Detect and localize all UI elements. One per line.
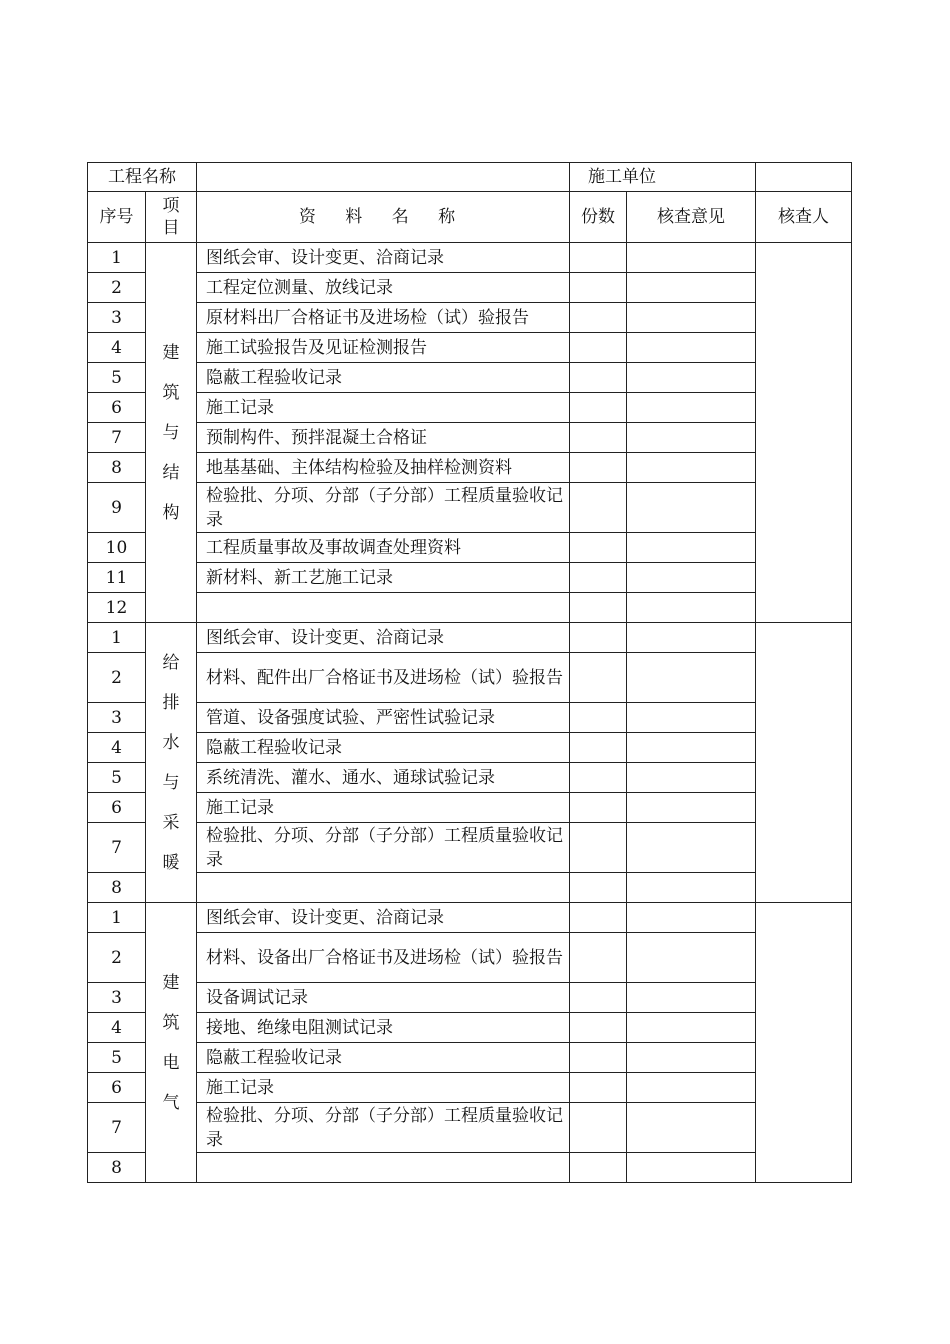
review-opinion-cell[interactable] — [627, 823, 756, 873]
review-opinion-cell[interactable] — [627, 483, 756, 533]
section-title-char: 水 — [162, 732, 180, 753]
section-title-char: 排 — [162, 692, 180, 713]
copies-cell[interactable] — [570, 933, 627, 983]
document-name: 施工试验报告及见证检测报告 — [197, 333, 570, 363]
reviewer-cell[interactable] — [756, 903, 852, 1183]
row-number: 2 — [88, 653, 146, 703]
row-number: 4 — [88, 333, 146, 363]
row-number: 7 — [88, 423, 146, 453]
project-info-row — [88, 163, 852, 192]
review-opinion-cell[interactable] — [627, 623, 756, 653]
document-name: 图纸会审、设计变更、洽商记录 — [197, 243, 570, 273]
row-number: 6 — [88, 393, 146, 423]
review-opinion-cell[interactable] — [627, 593, 756, 623]
section-title-1 — [146, 243, 197, 623]
table-row — [88, 763, 852, 793]
copies-cell[interactable] — [570, 273, 627, 303]
table-row — [88, 1043, 852, 1073]
copies-cell[interactable] — [570, 903, 627, 933]
table-row — [88, 793, 852, 823]
table-row — [88, 563, 852, 593]
document-name: 新材料、新工艺施工记录 — [197, 563, 570, 593]
section-title-char: 给 — [162, 652, 180, 673]
review-opinion-cell[interactable] — [627, 703, 756, 733]
copies-cell[interactable] — [570, 653, 627, 703]
table-row — [88, 393, 852, 423]
table-row — [88, 1013, 852, 1043]
table-row — [88, 903, 852, 933]
row-number: 8 — [88, 453, 146, 483]
copies-cell[interactable] — [570, 303, 627, 333]
document-name — [197, 593, 570, 623]
document-name: 检验批、分项、分部（子分部）工程质量验收记录 — [197, 1103, 570, 1153]
project-name-field[interactable] — [197, 163, 570, 192]
row-number: 2 — [88, 273, 146, 303]
review-opinion-cell[interactable] — [627, 983, 756, 1013]
document-name: 材料、配件出厂合格证书及进场检（试）验报告 — [197, 653, 570, 703]
review-opinion-cell[interactable] — [627, 1013, 756, 1043]
copies-cell[interactable] — [570, 623, 627, 653]
review-opinion-cell[interactable] — [627, 933, 756, 983]
copies-cell[interactable] — [570, 363, 627, 393]
copies-cell[interactable] — [570, 1043, 627, 1073]
row-number: 4 — [88, 1013, 146, 1043]
review-opinion-cell[interactable] — [627, 1103, 756, 1153]
document-name: 隐蔽工程验收记录 — [197, 363, 570, 393]
table-row — [88, 1073, 852, 1103]
review-opinion-cell[interactable] — [627, 333, 756, 363]
table-row — [88, 483, 852, 533]
review-opinion-cell[interactable] — [627, 873, 756, 903]
review-opinion-cell[interactable] — [627, 393, 756, 423]
table-row — [88, 303, 852, 333]
review-opinion-cell[interactable] — [627, 563, 756, 593]
doc-name-header-text: 资 料 名 称 — [298, 207, 468, 227]
document-name: 施工记录 — [197, 393, 570, 423]
document-name: 施工记录 — [197, 793, 570, 823]
section-title-2 — [146, 623, 197, 903]
review-opinion-cell[interactable] — [627, 763, 756, 793]
section-title-char: 与 — [162, 772, 180, 793]
section-title-char: 结 — [162, 462, 180, 483]
table-row — [88, 733, 852, 763]
table-row — [88, 423, 852, 453]
column-header-row — [88, 192, 852, 243]
table-row — [88, 623, 852, 653]
row-number: 8 — [88, 873, 146, 903]
section-title-char: 筑 — [162, 382, 180, 403]
copies-cell[interactable] — [570, 563, 627, 593]
row-number: 11 — [88, 563, 146, 593]
document-name: 材料、设备出厂合格证书及进场检（试）验报告 — [197, 933, 570, 983]
seq-header: 序号 — [88, 192, 146, 243]
reviewer-cell[interactable] — [756, 623, 852, 903]
document-name: 管道、设备强度试验、严密性试验记录 — [197, 703, 570, 733]
row-number: 8 — [88, 1153, 146, 1183]
table-row — [88, 823, 852, 873]
document-name — [197, 873, 570, 903]
copies-cell[interactable] — [570, 1073, 627, 1103]
project-name-label: 工程名称 — [88, 163, 197, 192]
document-check-table — [87, 162, 852, 1183]
table-row — [88, 933, 852, 983]
document-name: 图纸会审、设计变更、洽商记录 — [197, 623, 570, 653]
section-title-char: 暖 — [162, 852, 180, 873]
copies-cell[interactable] — [570, 703, 627, 733]
row-number: 6 — [88, 1073, 146, 1103]
item-header: 项 目 — [146, 192, 197, 243]
table-row — [88, 363, 852, 393]
section-title-char: 建 — [162, 972, 180, 993]
review-opinion-cell[interactable] — [627, 903, 756, 933]
row-number: 1 — [88, 623, 146, 653]
reviewer-cell[interactable] — [756, 243, 852, 623]
table-row — [88, 1103, 852, 1153]
table-row — [88, 333, 852, 363]
section-title-char: 筑 — [162, 1012, 180, 1033]
table-row — [88, 653, 852, 703]
copies-cell[interactable] — [570, 793, 627, 823]
review-opinion-cell[interactable] — [627, 273, 756, 303]
section-title-char: 建 — [162, 342, 180, 363]
table-row — [88, 243, 852, 273]
review-opinion-cell[interactable] — [627, 1073, 756, 1103]
review-opinion-cell[interactable] — [627, 243, 756, 273]
table-row — [88, 873, 852, 903]
copies-cell[interactable] — [570, 423, 627, 453]
review-opinion-cell[interactable] — [627, 793, 756, 823]
copies-header: 份数 — [570, 192, 627, 243]
section-title-char: 气 — [162, 1092, 180, 1113]
copies-cell[interactable] — [570, 823, 627, 873]
document-name: 隐蔽工程验收记录 — [197, 733, 570, 763]
section-title-3 — [146, 903, 197, 1183]
review-opinion-header: 核查意见 — [627, 192, 756, 243]
document-name: 图纸会审、设计变更、洽商记录 — [197, 903, 570, 933]
document-name: 原材料出厂合格证书及进场检（试）验报告 — [197, 303, 570, 333]
row-number: 5 — [88, 763, 146, 793]
row-number: 1 — [88, 243, 146, 273]
row-number: 10 — [88, 533, 146, 563]
copies-cell[interactable] — [570, 763, 627, 793]
copies-cell[interactable] — [570, 1103, 627, 1153]
review-opinion-cell[interactable] — [627, 533, 756, 563]
copies-cell[interactable] — [570, 873, 627, 903]
row-number: 9 — [88, 483, 146, 533]
review-opinion-cell[interactable] — [627, 653, 756, 703]
copies-cell[interactable] — [570, 333, 627, 363]
copies-cell[interactable] — [570, 453, 627, 483]
review-opinion-cell[interactable] — [627, 453, 756, 483]
section-title-char: 采 — [162, 812, 180, 833]
table-row — [88, 533, 852, 563]
section-title-char: 构 — [162, 502, 180, 523]
document-name: 预制构件、预拌混凝土合格证 — [197, 423, 570, 453]
reviewer-header: 核查人 — [756, 192, 852, 243]
review-opinion-cell[interactable] — [627, 1153, 756, 1183]
row-number: 1 — [88, 903, 146, 933]
document-name: 接地、绝缘电阻测试记录 — [197, 1013, 570, 1043]
copies-cell[interactable] — [570, 1013, 627, 1043]
review-opinion-cell[interactable] — [627, 423, 756, 453]
table-row — [88, 593, 852, 623]
construction-unit-field[interactable] — [756, 163, 852, 192]
review-opinion-cell[interactable] — [627, 1043, 756, 1073]
row-number: 2 — [88, 933, 146, 983]
section-title-char: 与 — [162, 422, 180, 443]
document-name: 地基基础、主体结构检验及抽样检测资料 — [197, 453, 570, 483]
review-opinion-cell[interactable] — [627, 363, 756, 393]
row-number: 12 — [88, 593, 146, 623]
row-number: 3 — [88, 983, 146, 1013]
table-row — [88, 1153, 852, 1183]
row-number: 7 — [88, 823, 146, 873]
document-name — [197, 1153, 570, 1183]
row-number: 4 — [88, 733, 146, 763]
row-number: 3 — [88, 703, 146, 733]
document-name: 设备调试记录 — [197, 983, 570, 1013]
document-name: 工程定位测量、放线记录 — [197, 273, 570, 303]
document-name: 施工记录 — [197, 1073, 570, 1103]
review-opinion-cell[interactable] — [627, 733, 756, 763]
copies-cell[interactable] — [570, 533, 627, 563]
document-name: 系统清洗、灌水、通水、通球试验记录 — [197, 763, 570, 793]
copies-cell[interactable] — [570, 733, 627, 763]
document-name: 检验批、分项、分部（子分部）工程质量验收记录 — [197, 483, 570, 533]
document-name: 隐蔽工程验收记录 — [197, 1043, 570, 1073]
copies-cell[interactable] — [570, 483, 627, 533]
construction-unit-label: 施工单位 — [570, 163, 756, 192]
table-row — [88, 983, 852, 1013]
copies-cell[interactable] — [570, 1153, 627, 1183]
document-name: 工程质量事故及事故调查处理资料 — [197, 533, 570, 563]
section-title-char: 电 — [162, 1052, 180, 1073]
copies-cell[interactable] — [570, 243, 627, 273]
row-number: 5 — [88, 363, 146, 393]
row-number: 5 — [88, 1043, 146, 1073]
document-name: 检验批、分项、分部（子分部）工程质量验收记录 — [197, 823, 570, 873]
row-number: 3 — [88, 303, 146, 333]
review-opinion-cell[interactable] — [627, 303, 756, 333]
table-row — [88, 273, 852, 303]
row-number: 6 — [88, 793, 146, 823]
table-row — [88, 453, 852, 483]
copies-cell[interactable] — [570, 983, 627, 1013]
doc-name-header — [197, 192, 570, 243]
row-number: 7 — [88, 1103, 146, 1153]
copies-cell[interactable] — [570, 393, 627, 423]
table-row — [88, 703, 852, 733]
copies-cell[interactable] — [570, 593, 627, 623]
